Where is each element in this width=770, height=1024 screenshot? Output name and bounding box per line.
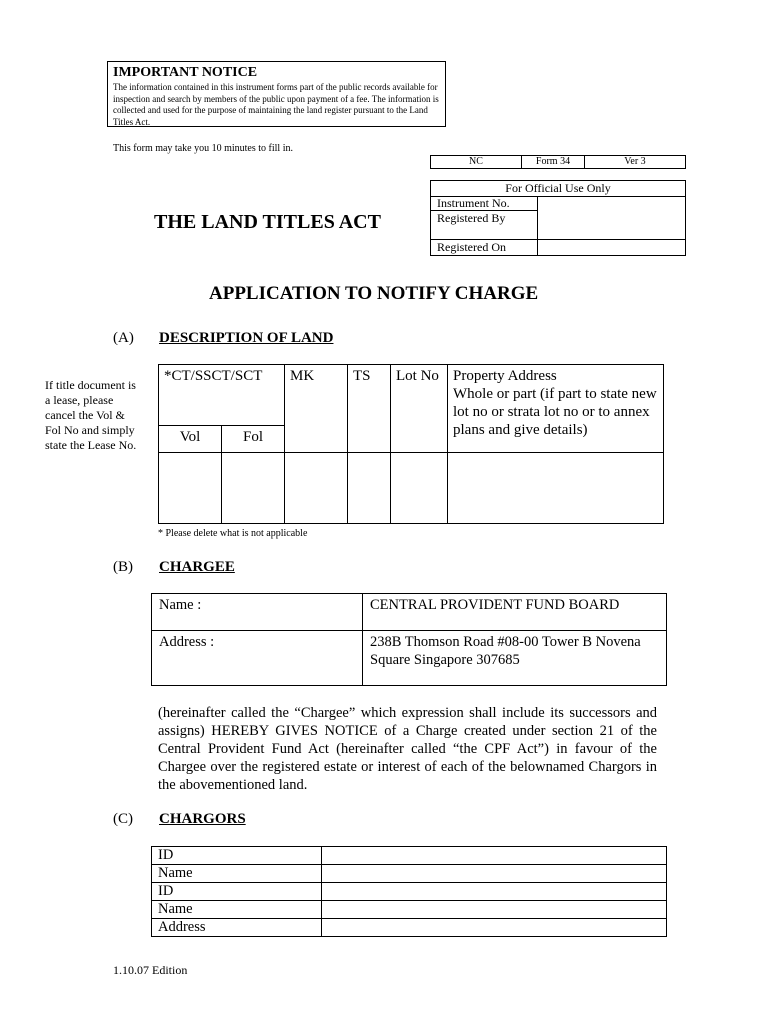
meta-form: Form 34: [522, 156, 585, 169]
property-address-title: Property Address: [453, 368, 557, 384]
chargee-table: [151, 593, 667, 686]
time-note: This form may take you 10 minutes to fill in.: [113, 143, 293, 154]
chargors-table: [151, 846, 667, 937]
chargee-address-label: Address :: [152, 631, 363, 686]
chargor-id-input[interactable]: [322, 847, 667, 865]
section-b-label: (B): [113, 559, 133, 575]
instrument-registered-by-field[interactable]: [538, 197, 686, 240]
vol-input[interactable]: [159, 453, 222, 524]
important-notice-box: [107, 61, 446, 127]
section-a-title: DESCRIPTION OF LAND: [159, 330, 334, 346]
ts-input[interactable]: [348, 453, 391, 524]
delete-footnote: * Please delete what is not applicable: [158, 528, 308, 539]
chargee-name-value: CENTRAL PROVIDENT FUND BOARD: [363, 594, 667, 631]
lot-no-input[interactable]: [391, 453, 448, 524]
mk-input[interactable]: [285, 453, 348, 524]
section-a-label: (A): [113, 330, 134, 346]
registered-on-label: Registered On: [431, 240, 538, 256]
chargor-name-input[interactable]: [322, 901, 667, 919]
official-use-table: [430, 180, 686, 256]
chargor-id-label: ID: [152, 847, 322, 865]
section-c-label: (C): [113, 811, 133, 827]
meta-version: Ver 3: [585, 156, 686, 169]
lot-no-header: Lot No: [391, 365, 448, 453]
form-meta-table: [430, 155, 686, 169]
mk-header: MK: [285, 365, 348, 453]
ct-header: *CT/SSCT/SCT: [159, 365, 285, 426]
section-b-title: CHARGEE: [159, 559, 235, 575]
chargor-address-input[interactable]: [322, 919, 667, 937]
chargor-name-input[interactable]: [322, 865, 667, 883]
chargor-id-input[interactable]: [322, 883, 667, 901]
fol-input[interactable]: [222, 453, 285, 524]
instrument-no-label: Instrument No.: [431, 197, 538, 211]
chargor-address-label: Address: [152, 919, 322, 937]
vol-header: Vol: [159, 426, 222, 453]
section-c-title: CHARGORS: [159, 811, 246, 827]
form-title: APPLICATION TO NOTIFY CHARGE: [209, 283, 539, 304]
chargor-name-label: Name: [152, 865, 322, 883]
chargor-name-label: Name: [152, 901, 322, 919]
fol-header: Fol: [222, 426, 285, 453]
property-address-note: Whole or part (if part to state new lot no or strata lot no or to annex plans and give details): [453, 386, 657, 438]
act-title: THE LAND TITLES ACT: [154, 211, 381, 233]
official-use-title: For Official Use Only: [431, 181, 686, 197]
charge-notice-paragraph: (hereinafter called the “Chargee” which expression shall include its successors and assigns) HEREBY GIVES NOTICE of a Charge created under section 21 of the Central Provident Fund Act (hereinafter called “the CPF Act”) in favour of the Chargee over the registered estate or interest of each of the belownamed Chargors in the abovementioned land.: [158, 705, 657, 793]
lease-side-note: If title document is a lease, please cancel the Vol & Fol No and simply state the Lease No.: [45, 378, 137, 452]
notice-body: The information contained in this instrument forms part of the public records available for inspection and search by members of the public upon payment of a fee. The information is collected and used for the purpose of maintaining the land register pursuant to the Land Titles Act.: [113, 82, 439, 127]
ts-header: TS: [348, 365, 391, 453]
chargor-id-label: ID: [152, 883, 322, 901]
meta-code: NC: [431, 156, 522, 169]
land-description-table: [158, 364, 664, 524]
chargee-name-label: Name :: [152, 594, 363, 631]
property-address-input[interactable]: [448, 453, 664, 524]
registered-by-label: Registered By: [431, 211, 538, 240]
chargee-address-value: 238B Thomson Road #08-00 Tower B Novena Square Singapore 307685: [363, 631, 667, 686]
edition-footer: 1.10.07 Edition: [113, 963, 188, 977]
notice-title: IMPORTANT NOTICE: [113, 65, 258, 80]
property-address-header: [448, 365, 664, 453]
registered-on-field[interactable]: [538, 240, 686, 256]
